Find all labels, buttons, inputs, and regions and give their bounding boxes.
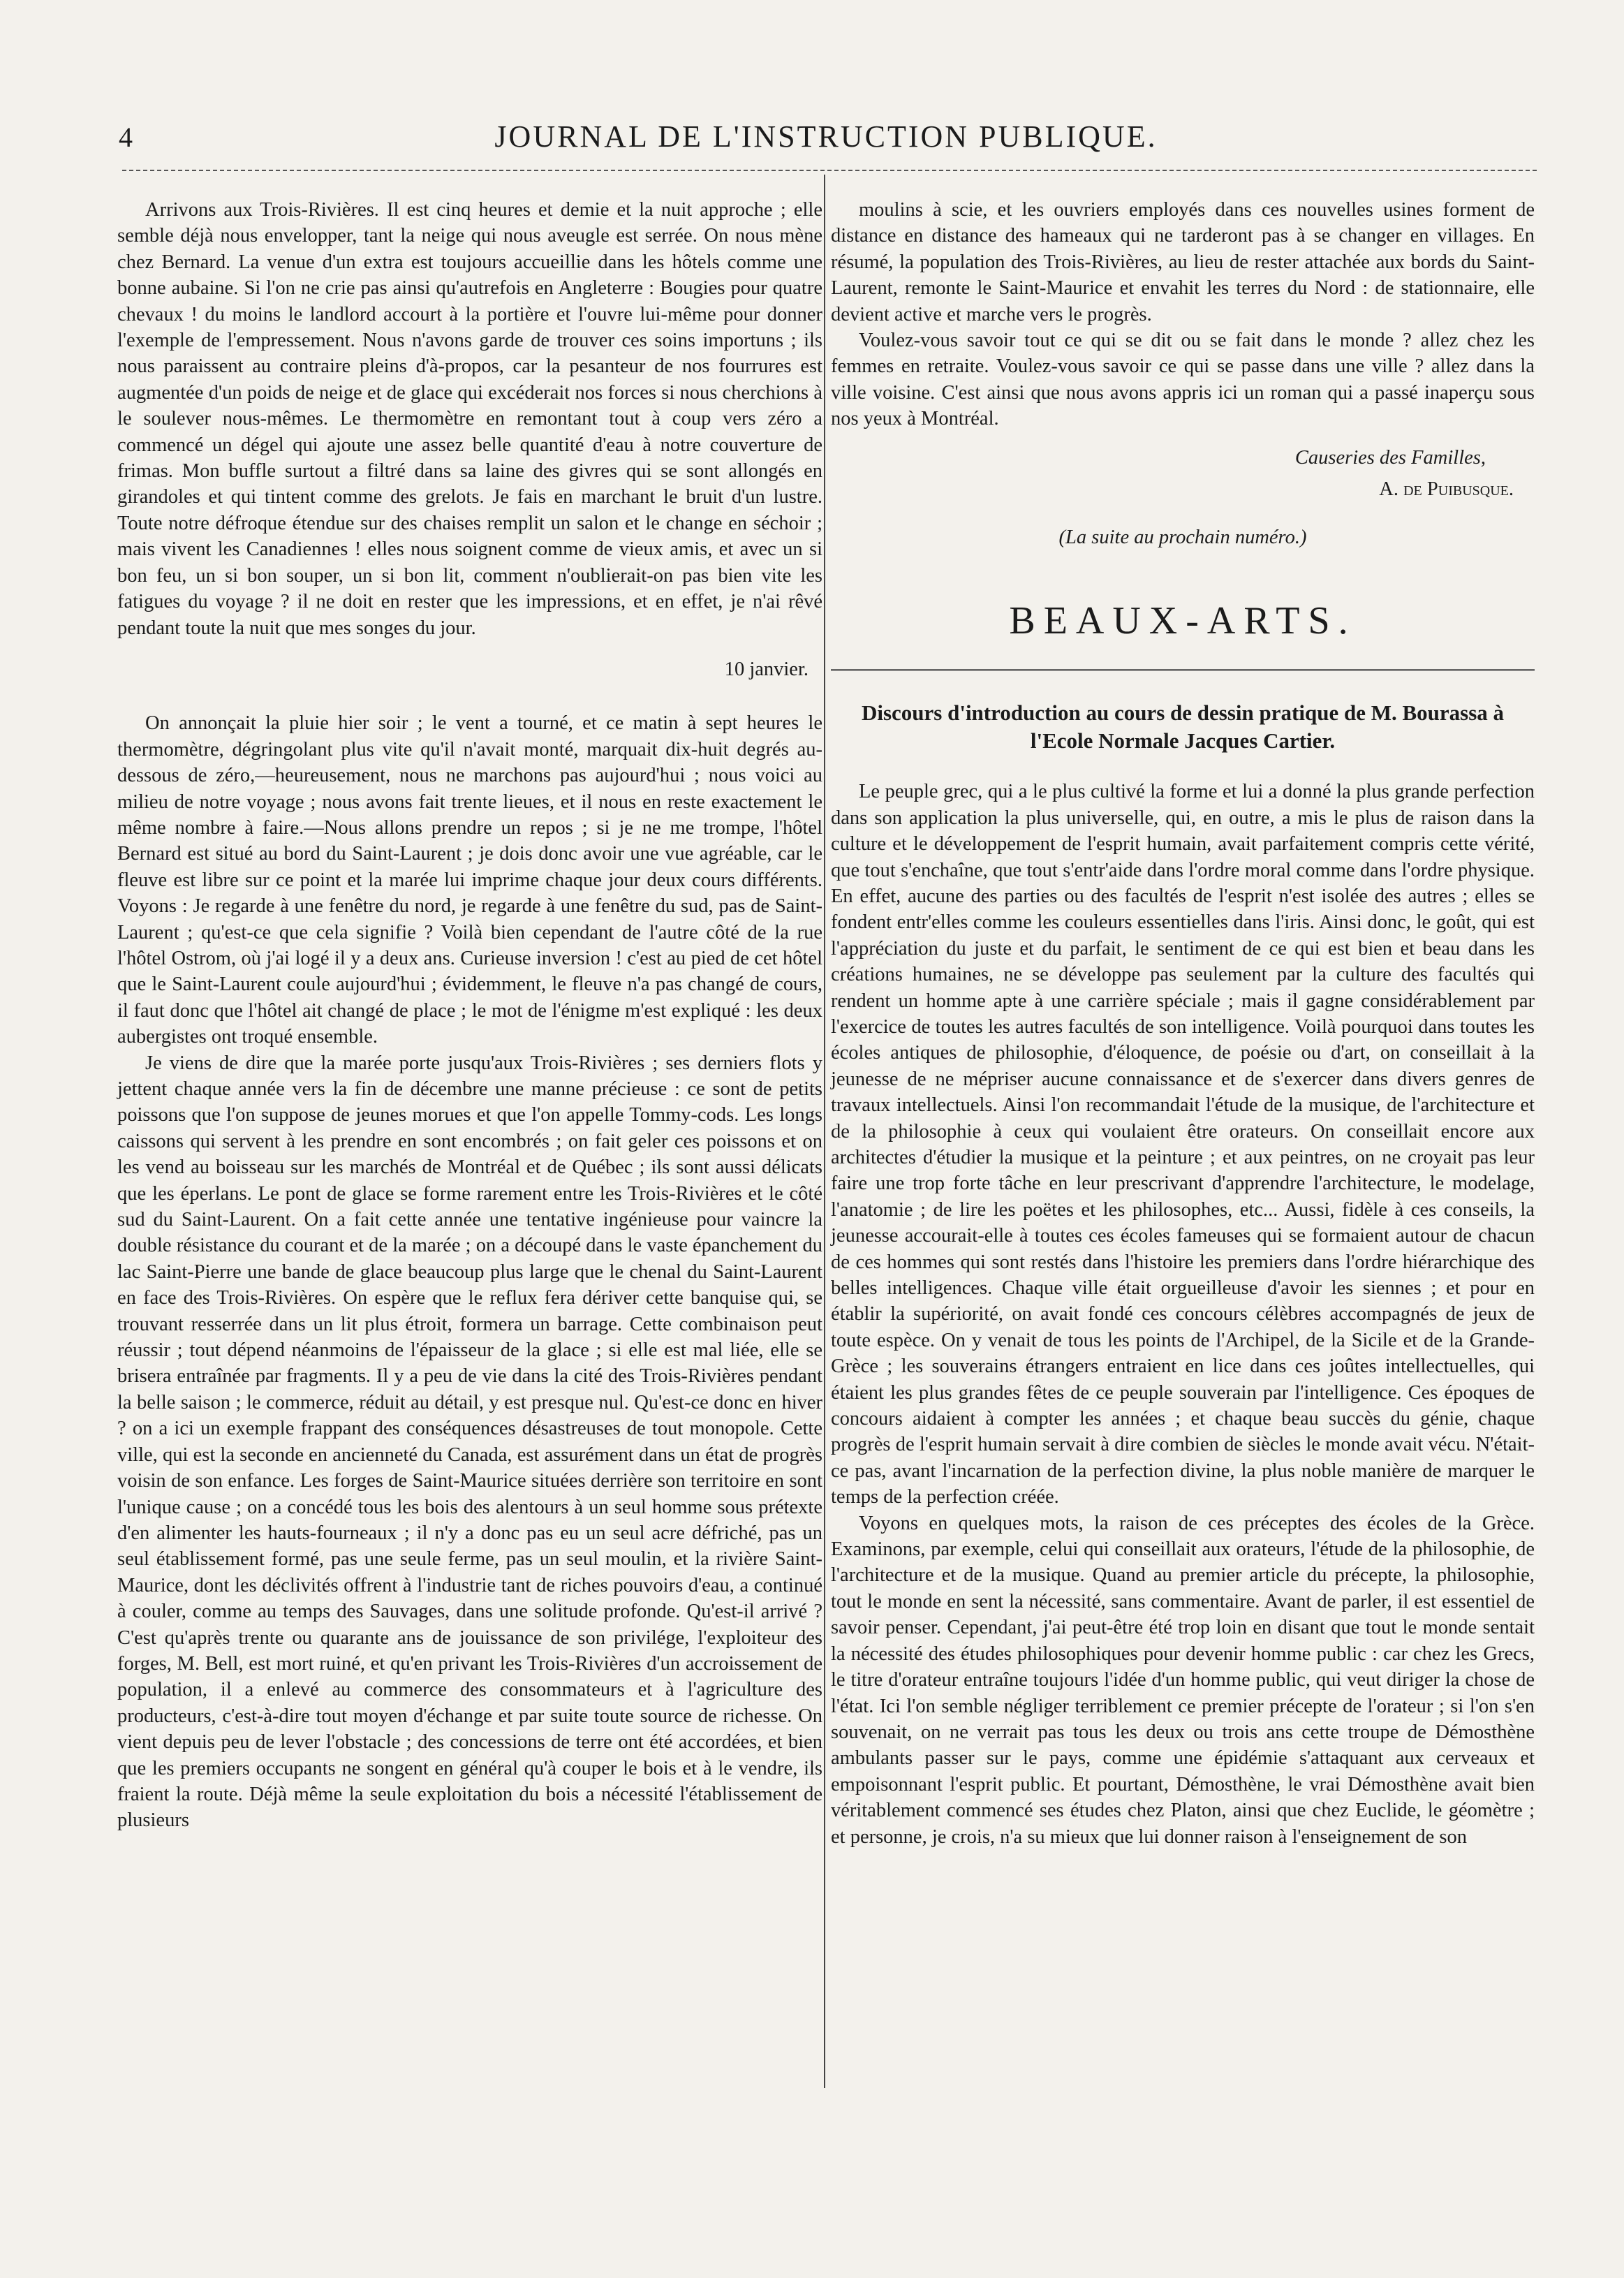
paragraph: Voyons en quelques mots, la raison de ces préceptes des écoles de la Grèce. Examinons, par exemple, celui qui conseillait aux orateurs, l'étude de la philosophie, de l'architecture et de la musique. Quand au premier article du précepte, la philosophie, tout le monde en sent la nécessité, sans commentaire. Avant de parler, il est essentiel de savoir penser. Cependant, j'ai peut-être été trop loin en disant que tout le monde sentait la nécessité des études philosophiques pour devenir homme public : car chez les Grecs, le titre d'orateur entraîne toujours l'idée d'un homme public, qui veut diriger la chose de l'état. Ici l'on semble négliger terriblement ce premier précepte de l'orateur ; si l'on s'en souvenait, on ne verrait pas tous les deux ou trois ans cette troupe de Démosthène ambulants passer sur le pays, comme une épidémie s'attaquant aux cerveaux et empoisonnant l'esprit public. Et pourtant, Démosthène, le vrai Démosthène avait bien véritablement commencé ses études chez Platon, ainsi que chez Euclide, le géomètre ; et personne, je crois, n'a su mieux que lui donner raison à l'enseignement de son	[831, 1512, 1535, 1848]
author-name: A. de Puibusque.	[1379, 478, 1514, 501]
continuation-note: (La suite au prochain numéro.)	[1058, 527, 1307, 549]
journal-title: JOURNAL DE L'INSTRUCTION PUBLIQUE.	[494, 119, 1158, 154]
paragraph: moulins à scie, et les ouvriers employés dans ces nouvelles usines forment de distance en distance des hameaux qui ne tarderont pas à se changer en villages. En résumé, la population des Trois-Rivières, au lieu de rester attachée aux bords du Saint-Laurent, remonte le Saint-Maurice et envahit les terres du Nord : de stationnaire, elle devient active et marche vers le progrès.	[831, 199, 1535, 325]
paragraph: On annonçait la pluie hier soir ; le vent a tourné, et ce matin à sept heures le thermomètre, dégringolant plus vite qu'il n'avait monté, marquait dix-huit degrés au-dessous de zéro,—heureusement, nous ne marchons pas aujourd'hui ; nous voici au milieu de notre voyage ; nous avons fait trente lieues, et il nous en reste exactement le même nombre à faire.—Nous allons prendre un repos ; si je ne me trompe, l'hôtel Bernard est situé au bord du Saint-Laurent ; je dois donc avoir une vue agréable, car le fleuve est libre sur ce point et la marée lui imprime chaque jour deux cours différents. Voyons : Je regarde à une fenêtre du nord, je regarde à une fenêtre du sud, pas de Saint-Laurent ; qu'est-ce que cela signifie ? Voilà bien cependant de l'autre côté de la rue l'hôtel Ostrom, où j'ai logé il y a deux ans. Curieuse inversion ! c'est au pied de cet hôtel que le Saint-Laurent coule aujourd'hui ; évidemment, le fleuve n'a pas changé de cours, il faut donc que l'hôtel ait changé de place ; le mot de l'énigme m'est expliqué : les deux aubergistes ont troqué ensemble.	[117, 712, 822, 1048]
column-divider	[824, 175, 825, 2088]
left-column	[117, 197, 822, 1834]
section-heading: BEAUX-ARTS.	[1009, 598, 1357, 642]
paragraph: Voulez-vous savoir tout ce qui se dit ou se fait dans le monde ? allez chez les femmes en retraite. Voulez-vous savoir ce qui se passe dans une ville ? allez dans la ville voisine. C'est ainsi que nous avons appris ici un roman qui a passé inaperçu sous nos yeux à Montréal.	[831, 330, 1535, 430]
article-title: Discours d'introduction au cours de dessin pratique de M. Bourassa à l'Ecole Normale Jacques Cartier.	[861, 700, 1505, 754]
paragraph: Je viens de dire que la marée porte jusqu'aux Trois-Rivières ; ses derniers flots y jettent chaque année vers la fin de décembre une manne précieuse : ce sont de petits poissons que l'on suppose de jeunes morues et que l'on appelle Tommy-cods. Les longs caissons qui servent à les prendre en sont encombrés ; on fait geler ces poissons et on les vend au boisseau sur les marchés de Montréal et de Québec ; ils sont aussi délicats que les éperlans. Le pont de glace se forme rarement entre les Trois-Rivières et le côté sud du Saint-Laurent. On a fait cette année une tentative ingénieuse pour vaincre la double résistance du courant et de la marée ; on a découpé dans le vaste épanchement du lac Saint-Pierre une bande de glace beaucoup plus large que le chenal du Saint-Laurent en face des Trois-Rivières. On espère que le reflux fera dériver cette banquise qui, se trouvant resserrée dans un lit plus étroit, formera un barrage. Cette combinaison peut réussir ; tout dépend néanmoins de l'épaisseur de la glace ; si elle est mal liée, elle se brisera entraînée par fragments. Il y a peu de vie dans la cité des Trois-Rivières pendant la belle saison ; le commerce, réduit au détail, y est presque nul. Qu'est-ce donc en hiver ? on a ici un exemple frappant des conséquences désastreuses de tout monopole. Cette ville, qui est la seconde en ancienneté du Canada, est assurément dans un état de progrès voisin de son enfance. Les forges de Saint-Maurice situées derrière son territoire en sont l'unique cause ; on a concédé tous les bois des alentours à un seul homme sous prétexte d'en alimenter les hauts-fourneaux ; il n'y a donc pas eu un seul acre défriché, pas un seul établissement formé, pas une seule ferme, pas un seul moulin, et la rivière Saint-Maurice, dont les déclivités offrent à l'industrie tant de riches pouvoirs d'eau, a continué à couler, comme au temps des Sauvages, dans une solitude profonde. Qu'est-il arrivé ? C'est qu'après trente ou quarante ans de jouissance de son privilége, l'exploiteur des forges, M. Bell, est mort ruiné, et qu'en privant les Trois-Rivières d'un accroissement de population, il a enlevé au commerce des consommateurs et à l'agriculture des producteurs, c'est-à-dire tout moyen d'échange et par suite toute source de richesse. On vient depuis peu de lever l'obstacle ; des concessions de terre ont été accordées, et bien que les premiers occupants ne songent en général qu'à couper le bois et à le vendre, ils fraient la route. Déjà même la seule exploitation du bois a nécessité l'établissement de plusieurs	[117, 1052, 822, 1832]
paragraph: Arrivons aux Trois-Rivières. Il est cinq heures et demie et la nuit approche ; elle semble déjà nous envelopper, tant la neige qui nous aveugle est serrée. On nous mène chez Bernard. La venue d'un extra est toujours accueillie dans les hôtels comme une bonne aubaine. Si l'on ne crie pas ainsi qu'autrefois en Angleterre : Bougies pour quatre chevaux ! du moins le landlord accourt à la portière et l'ouvre lui-même pour donner l'exemple de l'empressement. Nous n'avons garde de trouver ces soins importuns ; ils nous paraissent au contraire pleins d'à-propos, car la pesanteur de nos fourrures est augmentée d'un poids de neige et de glace qui excéderait nos forces si nous cherchions à le soulever nous-mêmes. Le thermomètre en remontant tout à coup vers zéro a commencé un dégel qui ajoute une assez belle quantité d'eau à notre couverture de frimas. Mon buffle surtout a filtré dans sa laine des givres qui se sont allongés en girandoles et qui tintent comme des grelots. Je fais en marchant le bruit d'un lustre. Toute notre défroque étendue sur des chaises remplit un salon et le change en séchoir ; mais vivent les Canadiennes ! elles nous soignent comme de vieux amis, et avec un si bon feu, un si bon souper, un si bon lit, comment n'oublierait-on pas bien vite les fatigues du voyage ? il ne doit en rester que les impressions, et en effet, je n'ai rêvé pendant toute la nuit que mes songes du jour.	[117, 199, 822, 639]
section-rule	[831, 669, 1535, 671]
right-column	[831, 197, 1535, 1850]
header-rule	[122, 170, 1537, 171]
page-number: 4	[119, 122, 133, 153]
source-signature: Causeries des Familles,	[1294, 446, 1486, 469]
paragraph: Le peuple grec, qui a le plus cultivé la forme et lui a donné la plus grande perfection dans son application la plus universelle, qui, en outre, a mis le plus de raison dans la culture et le développement de l'esprit humain, avait parfaitement compris cette vérité, que tout s'enchaîne, que tout s'entr'aide dans l'ordre moral comme dans l'ordre physique. En effet, aucune des parties ou des facultés de l'esprit n'est isolée des autres ; elles se fondent entr'elles comme les couleurs essentielles dans l'iris. Ainsi donc, le goût, qui est l'appréciation du juste et du parfait, le sentiment de ce qui est bien et beau dans les créations humaines, ne se développe pas seulement par la culture des facultés qui rendent un homme apte à une carrière spéciale ; mais il gagne considérablement par l'exercice de toutes les autres facultés de son intelligence. Voilà pourquoi dans toutes les écoles antiques de philosophie, d'éloquence, de poésie ou d'art, on conseillait à la jeunesse de ne mépriser aucune connaissance et de s'exercer dans divers genres de travaux intellectuels. Ainsi l'on recommandait l'étude de la musique, de l'architecture et de la philosophie à ceux qui voulaient être orateurs. On conseillait encore aux architectes d'étudier la musique et la peinture ; et aux peintres, on ne croyait pas leur faire une trop forte tâche en leur prescrivant d'apprendre l'architecture, le modelage, l'anatomie ; de lire les poëtes et les philosophes, etc... Aussi, fidèle à ces conseils, la jeunesse accourait-elle à toutes ces écoles fameuses qui se formaient autour de chacun de ces hommes qui sont restés dans l'histoire les premiers dans l'ordre hiérarchique des belles intelligences. Chaque ville était orgueilleuse d'avoir les siennes ; et pour en établir la supériorité, on avait fondé ces concours célèbres accompagnés de jeux de toute espèce. On y venait de tous les points de l'Archipel, de la Sicile et de la Grande-Grèce ; les souverains étrangers entraient en lice dans ces joûtes intellectuelles, qui étaient les plus grandes fêtes de ce peuple souverain par l'intelligence. Ces époques de concours aidaient à compter les années ; et chaque beau succès du génie, chaque progrès de l'esprit humain servait à dire combien de siècles le monde avait vécu. N'était-ce pas, avant l'incarnation de la perfection divine, la plus noble manière de marquer le temps de la perfection créée.	[831, 781, 1535, 1508]
page-header	[119, 115, 1533, 164]
dateline: 10 janvier.	[724, 658, 809, 680]
